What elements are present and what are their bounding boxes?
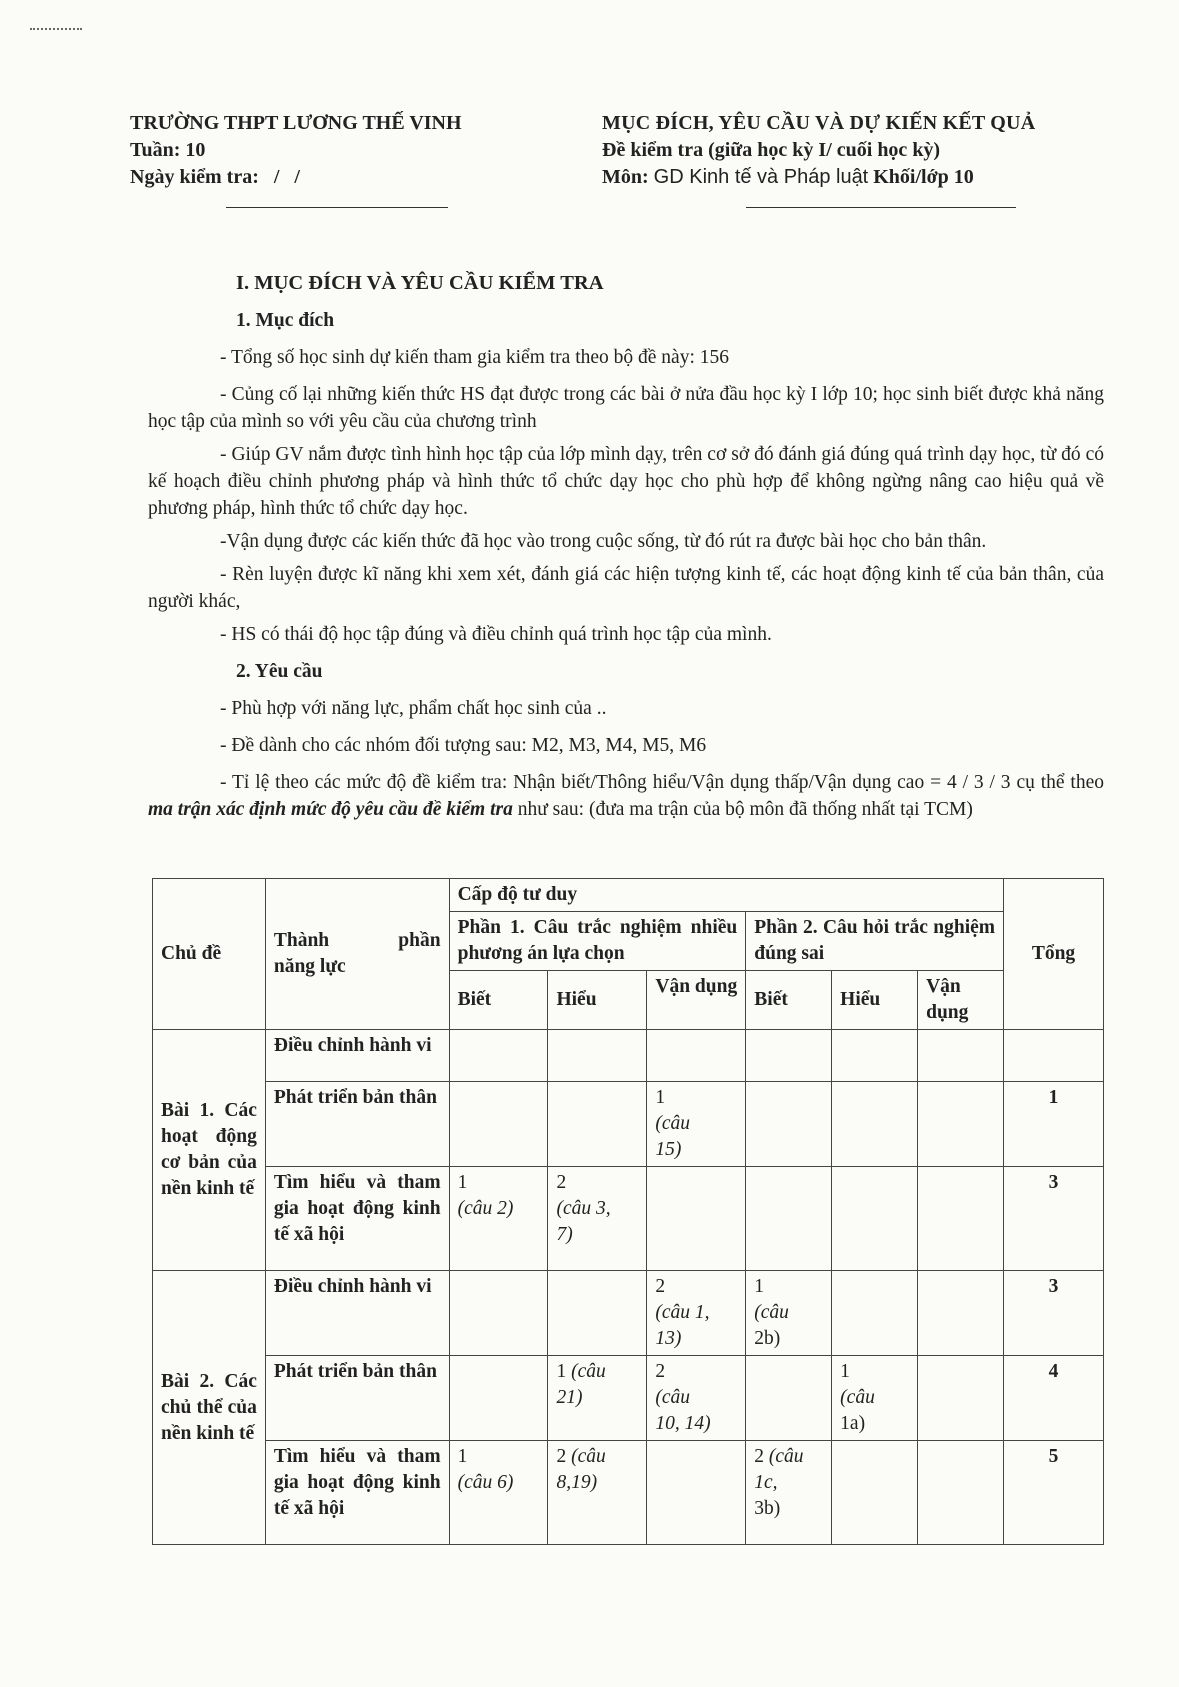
cell-tf-know: 2 (câu 1c, 3b) bbox=[746, 1441, 832, 1545]
cell-mcq-know: 1 (câu 6) bbox=[449, 1441, 548, 1545]
header-competency-line1: Thành phần bbox=[273, 930, 441, 951]
cell-total: 3 bbox=[1004, 1167, 1104, 1271]
cell-mcq-know bbox=[449, 1082, 548, 1167]
header-competency bbox=[265, 879, 449, 1030]
cell-tf-apply bbox=[918, 1271, 1004, 1356]
purpose-item: - Giúp GV nắm được tình hình học tập của lớp mình dạy, trên cơ sở đó đánh giá đúng quá trình dạy học, từ đó có kế hoạch điều chỉnh phương pháp và hình thức tổ chức dạy học cho phù hợp để không ngừng nâng cao hiệu quả về phương pháp, hình thức tổ chức dạy học. bbox=[148, 444, 1104, 519]
cell-tf-know: 1 (câu 2b) bbox=[746, 1271, 832, 1356]
header-competency-line2: năng lực bbox=[273, 956, 346, 977]
week-label: Tuần: 10 bbox=[130, 139, 206, 161]
header-know: Biết bbox=[746, 971, 832, 1030]
header-know: Biết bbox=[449, 971, 548, 1030]
cell-mcq-understand bbox=[548, 1271, 647, 1356]
cell-total bbox=[1004, 1030, 1104, 1082]
cell-mcq-know: 1 (câu 2) bbox=[449, 1167, 548, 1271]
cell-tf-know bbox=[746, 1030, 832, 1082]
cell-mcq-apply: 1 (câu 15) bbox=[647, 1082, 746, 1167]
purpose-item: - Tổng số học sinh dự kiến tham gia kiểm tra theo bộ đề này: 156 bbox=[220, 347, 729, 368]
cell-mcq-understand: 2 (câu 3, 7) bbox=[548, 1167, 647, 1271]
header-right bbox=[602, 110, 1035, 191]
cell-mcq-understand: 2 (câu 8,19) bbox=[548, 1441, 647, 1545]
purpose-item: - Củng cố lại những kiến thức HS đạt được trong các bài ở nửa đầu học kỳ I lớp 10; học sinh biết được khả năng học tập của mình so với yêu cầu của chương trình bbox=[148, 384, 1104, 432]
purpose-item: - Rèn luyện được kĩ năng khi xem xét, đánh giá các hiện tượng kinh tế, các hoạt động kinh tế của bản thân, của người khác, bbox=[148, 564, 1104, 612]
subject-label: Môn: bbox=[602, 166, 649, 188]
competency-cell: Điều chỉnh hành vi bbox=[265, 1271, 449, 1356]
header-right-rule bbox=[746, 207, 1016, 208]
cell-tf-know bbox=[746, 1356, 832, 1441]
cell-mcq-understand bbox=[548, 1030, 647, 1082]
requirement-title: 2. Yêu cầu bbox=[236, 661, 323, 682]
table-row bbox=[153, 1441, 1104, 1545]
topic-cell: Bài 1. Các hoạt động cơ bản của nền kinh tế bbox=[153, 1030, 266, 1271]
cell-mcq-know bbox=[449, 1030, 548, 1082]
table-row bbox=[153, 1271, 1104, 1356]
subject-name: GD Kinh tế và Pháp luật bbox=[653, 166, 869, 188]
school-name: TRƯỜNG THPT LƯƠNG THẾ VINH bbox=[130, 112, 462, 134]
ratio-text-start: - Tỉ lệ theo các mức độ đề kiểm tra: Nhận biết/Thông hiểu/Vận dụng thấp/Vận dụng cao = 4 / 3 / 3 cụ thể theo bbox=[220, 772, 1104, 793]
cell-mcq-apply: 2 (câu 1, 13) bbox=[647, 1271, 746, 1356]
header-row-1 bbox=[153, 879, 1104, 912]
cell-mcq-apply bbox=[647, 1030, 746, 1082]
cell-total: 4 bbox=[1004, 1356, 1104, 1441]
cell-mcq-apply bbox=[647, 1441, 746, 1545]
purpose-item: - HS có thái độ học tập đúng và điều chỉnh quá trình học tập của mình. bbox=[220, 624, 772, 645]
header-part2: Phần 2. Câu hỏi trắc nghiệm đúng sai bbox=[746, 912, 1004, 971]
requirement-item: - Đề dành cho các nhóm đối tượng sau: M2, M3, M4, M5, M6 bbox=[220, 735, 707, 756]
competency-cell: Điều chỉnh hành vi bbox=[265, 1030, 449, 1082]
competency-cell: Phát triển bản thân bbox=[265, 1356, 449, 1441]
purpose-title: 1. Mục đích bbox=[236, 310, 335, 331]
ratio-paragraph bbox=[148, 769, 1104, 823]
purpose-item: -Vận dụng được các kiến thức đã học vào trong cuộc sống, từ đó rút ra được bài học cho bản thân. bbox=[220, 531, 987, 552]
header-left bbox=[130, 110, 462, 191]
cell-mcq-understand bbox=[548, 1082, 647, 1167]
cell-mcq-know bbox=[449, 1271, 548, 1356]
cell-tf-apply bbox=[918, 1441, 1004, 1545]
cell-tf-understand bbox=[832, 1030, 918, 1082]
table-row bbox=[153, 1030, 1104, 1082]
body-text bbox=[148, 270, 1104, 829]
exam-date: Ngày kiểm tra: / / bbox=[130, 166, 300, 188]
cell-total: 5 bbox=[1004, 1441, 1104, 1545]
cell-total: 1 bbox=[1004, 1082, 1104, 1167]
header-understand: Hiểu bbox=[548, 971, 647, 1030]
cell-tf-apply bbox=[918, 1356, 1004, 1441]
document-title: MỤC ĐÍCH, YÊU CẦU VÀ DỰ KIẾN KẾT QUẢ bbox=[602, 112, 1036, 134]
cell-mcq-understand: 1 (câu 21) bbox=[548, 1356, 647, 1441]
cell-mcq-apply: 2 (câu 10, 14) bbox=[647, 1356, 746, 1441]
header-understand: Hiểu bbox=[832, 971, 918, 1030]
cell-tf-apply bbox=[918, 1082, 1004, 1167]
cell-mcq-know bbox=[449, 1356, 548, 1441]
topic-cell: Bài 2. Các chủ thể của nền kinh tế bbox=[153, 1271, 266, 1545]
cell-tf-know bbox=[746, 1167, 832, 1271]
section-title: I. MỤC ĐÍCH VÀ YÊU CẦU KIỂM TRA bbox=[236, 272, 604, 294]
header-left-rule bbox=[226, 207, 448, 208]
cell-tf-understand bbox=[832, 1441, 918, 1545]
cell-tf-understand bbox=[832, 1271, 918, 1356]
cell-tf-apply bbox=[918, 1167, 1004, 1271]
subject-line bbox=[602, 164, 1035, 191]
cell-mcq-apply bbox=[647, 1167, 746, 1271]
exam-matrix-table bbox=[152, 878, 1104, 1545]
cell-tf-understand bbox=[832, 1082, 918, 1167]
header-topic: Chủ đề bbox=[153, 879, 266, 1030]
requirement-item: - Phù hợp với năng lực, phẩm chất học sinh của .. bbox=[220, 698, 607, 719]
header-part1: Phần 1. Câu trắc nghiệm nhiều phương án lựa chọn bbox=[449, 912, 746, 971]
exam-type: Đề kiểm tra (giữa học kỳ I/ cuối học kỳ) bbox=[602, 139, 941, 161]
cell-tf-apply bbox=[918, 1030, 1004, 1082]
competency-cell: Tìm hiểu và tham gia hoạt động kinh tế xã hội bbox=[265, 1167, 449, 1271]
cell-tf-understand: 1 (câu 1a) bbox=[832, 1356, 918, 1441]
corner-mark bbox=[30, 28, 82, 32]
ratio-text-end: như sau: (đưa ma trận của bộ môn đã thống nhất tại TCM) bbox=[512, 799, 973, 820]
table-row bbox=[153, 1167, 1104, 1271]
table-row bbox=[153, 1356, 1104, 1441]
cell-total: 3 bbox=[1004, 1271, 1104, 1356]
table-row bbox=[153, 1082, 1104, 1167]
grade-label: Khối/lớp 10 bbox=[873, 166, 974, 188]
competency-cell: Phát triển bản thân bbox=[265, 1082, 449, 1167]
cell-tf-understand bbox=[832, 1167, 918, 1271]
header-apply: Vận dụng bbox=[647, 971, 746, 1030]
header-total: Tổng bbox=[1004, 879, 1104, 1030]
cell-tf-know bbox=[746, 1082, 832, 1167]
header-apply: Vận dụng bbox=[918, 971, 1004, 1030]
competency-cell: Tìm hiểu và tham gia hoạt động kinh tế xã hội bbox=[265, 1441, 449, 1545]
ratio-emphasis: ma trận xác định mức độ yêu cầu đề kiểm tra bbox=[148, 799, 513, 820]
header-level: Cấp độ tư duy bbox=[449, 879, 1003, 912]
